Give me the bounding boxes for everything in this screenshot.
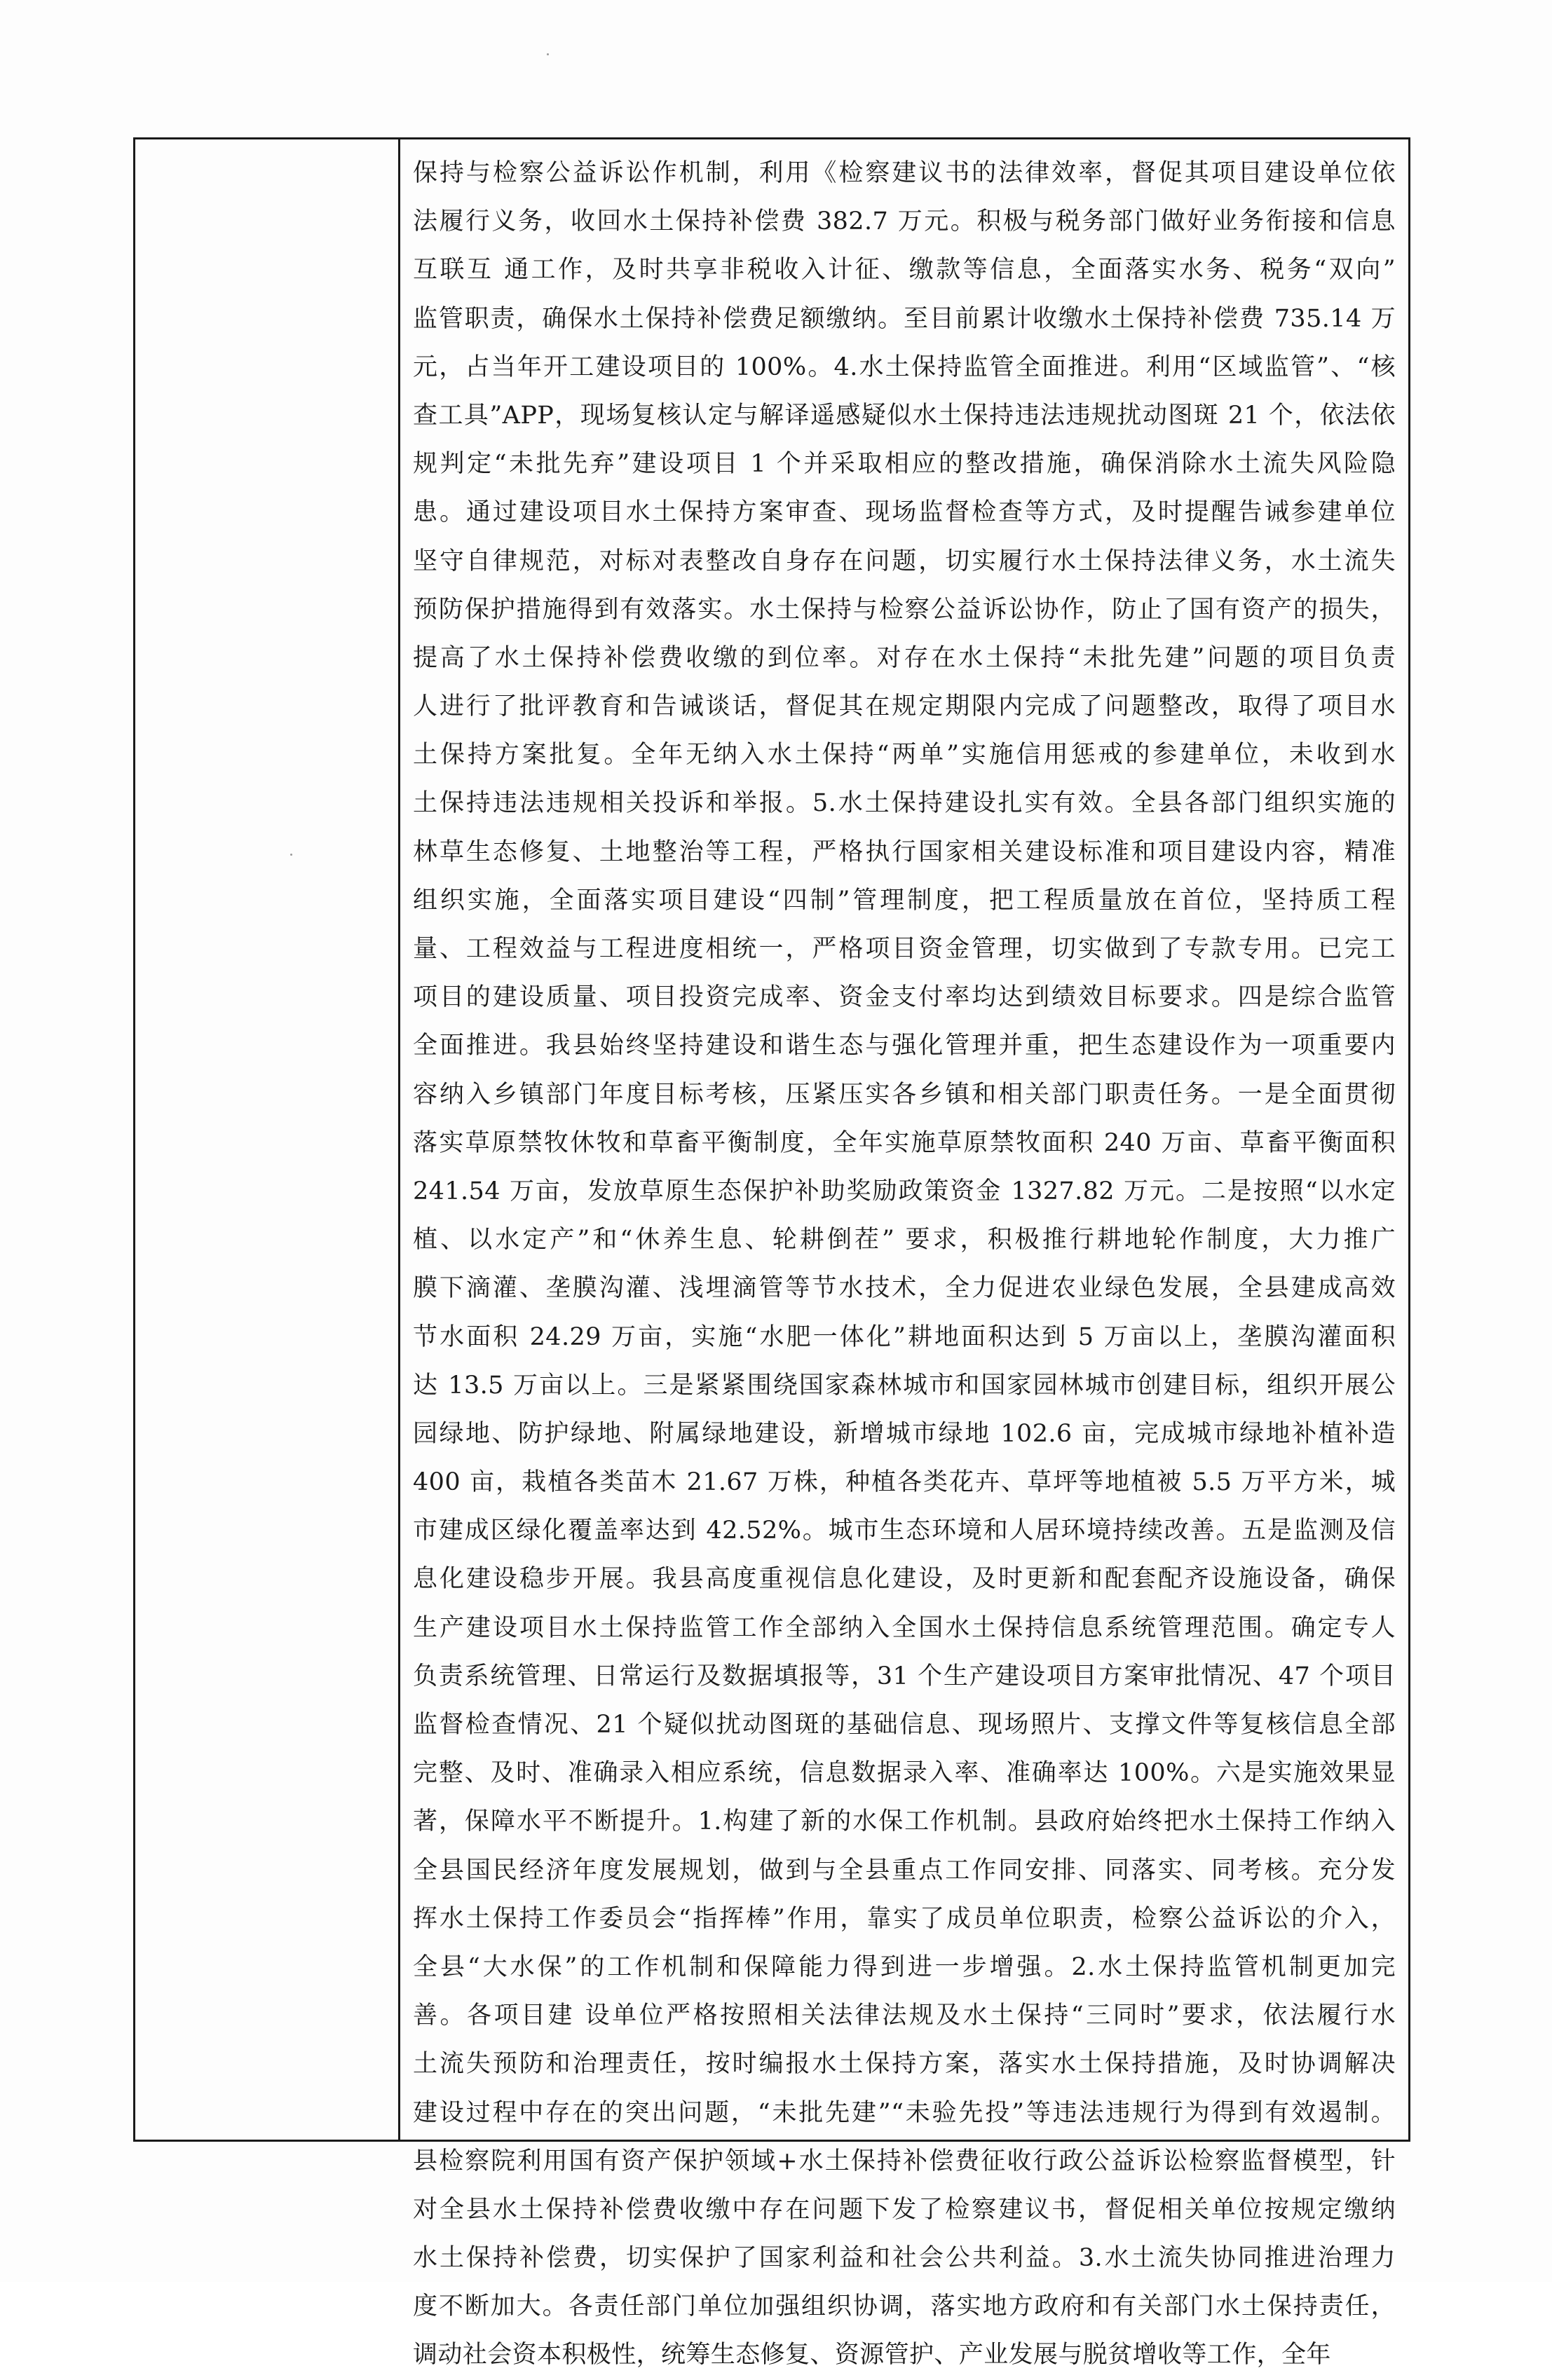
text-line: 量、工程效益与工程进度相统一，严格项目资金管理，切实做到了专款专用。已完工 — [413, 935, 1396, 963]
text-line: 规判定“未批先弃”建设项目 1 个并采取相应的整改措施，确保消除水土流失风险隐 — [413, 450, 1396, 479]
text-line: 节水面积 24.29 万亩，实施“水肥一体化”耕地面积达到 5 万亩以上，垄膜沟灌面积 — [413, 1322, 1396, 1351]
table-content-cell — [400, 139, 1408, 2369]
text-line: 全县“大水保”的工作机制和保障能力得到进一步增强。2.水土保持监管机制更加完 — [413, 1952, 1396, 1981]
text-line: 县检察院利用国有资产保护领域+水土保持补偿费征收行政公益诉讼检察监督模型，针 — [413, 2147, 1396, 2175]
text-line: 人进行了批评教育和告诫谈话，督促其在规定期限内完成了问题整改，取得了项目水 — [413, 692, 1396, 721]
text-line: 提高了水土保持补偿费收缴的到位率。对存在水土保持“未批先建”问题的项目负责 — [413, 643, 1396, 672]
text-line: 落实草原禁牧休牧和草畜平衡制度，全年实施草原禁牧面积 240 万亩、草畜平衡面积 — [413, 1128, 1396, 1157]
text-line: 法履行义务，收回水土保持补偿费 382.7 万元。积极与税务部门做好业务衔接和信息 — [413, 207, 1396, 236]
text-line: 组织实施，全面落实项目建设“四制”管理制度，把工程质量放在首位，坚持质工程 — [413, 886, 1396, 915]
text-line: 调动社会资本积极性，统筹生态修复、资源管护、产业发展与脱贫增收等工作，全年 — [413, 2341, 1331, 2369]
text-line: 建设过程中存在的突出问题，“未批先建”“未验先投”等违法违规行为得到有效遏制。 — [413, 2098, 1396, 2127]
text-line: 园绿地、防护绿地、附属绿地建设，新增城市绿地 102.6 亩，完成城市绿地补植补造 — [413, 1419, 1396, 1448]
text-line: 完整、及时、准确录入相应系统，信息数据录入率、准确率达 100%。六是实施效果显 — [413, 1759, 1396, 1788]
text-line: 监督检查情况、21 个疑似扰动图斑的基础信息、现场照片、支撑文件等复核信息全部 — [413, 1711, 1396, 1739]
text-line: 土保持违法违规相关投诉和举报。5.水土保持建设扎实有效。全县各部门组织实施的 — [413, 789, 1396, 818]
text-line: 挥水土保持工作委员会“指挥棒”作用，靠实了成员单位职责，检察公益诉讼的介入， — [413, 1904, 1396, 1933]
text-line: 水土保持补偿费，切实保护了国家利益和社会公共利益。3.水土流失协同推进治理力 — [413, 2244, 1396, 2273]
text-line: 达 13.5 万亩以上。三是紧紧围绕国家森林城市和国家园林城市创建目标，组织开展公 — [413, 1371, 1396, 1400]
text-line: 保持与检察公益诉讼作机制，利用《检察建议书的法律效率，督促其项目建设单位依 — [413, 159, 1396, 187]
text-line: 对全县水土保持补偿费收缴中存在问题下发了检察建议书，督促相关单位按规定缴纳 — [413, 2195, 1396, 2224]
text-line: 元，占当年开工建设项目的 100%。4.水土保持监管全面推进。利用“区域监管”、“核 — [413, 353, 1396, 381]
text-line: 土流失预防和治理责任，按时编报水土保持方案，落实水土保持措施，及时协调解决 — [413, 2050, 1396, 2079]
text-line: 容纳入乡镇部门年度目标考核，压紧压实各乡镇和相关部门职责任务。一是全面贯彻 — [413, 1080, 1396, 1109]
text-line: 查工具”APP，现场复核认定与解译遥感疑似水土保持违法违规扰动图斑 21 个，依法依 — [413, 401, 1396, 430]
text-line: 度不断加大。各责任部门单位加强组织协调，落实地方政府和有关部门水土保持责任， — [413, 2292, 1396, 2321]
text-line: 土保持方案批复。全年无纳入水土保持“两单”实施信用惩戒的参建单位，未收到水 — [413, 741, 1396, 770]
scan-speck — [547, 53, 549, 55]
text-line: 预防保护措施得到有效落实。水土保持与检察公益诉讼协作，防止了国有资产的损失， — [413, 595, 1396, 624]
text-line: 植、以水定产”和“休养生息、轮耕倒茬” 要求，积极推行耕地轮作制度，大力推广 — [413, 1226, 1396, 1254]
text-line: 400 亩，栽植各类苗木 21.67 万株，种植各类花卉、草坪等地植被 5.5 万平方米，城 — [413, 1468, 1396, 1497]
table-label-cell — [135, 139, 400, 2140]
text-line: 著，保障水平不断提升。1.构建了新的水保工作机制。县政府始终把水土保持工作纳入 — [413, 1807, 1396, 1836]
text-line: 监管职责，确保水土保持补偿费足额缴纳。至目前累计收缴水土保持补偿费 735.14 万 — [413, 304, 1396, 333]
text-line: 全县国民经济年度发展规划，做到与全县重点工作同安排、同落实、同考核。充分发 — [413, 1856, 1396, 1885]
text-line: 市建成区绿化覆盖率达到 42.52%。城市生态环境和人居环境持续改善。五是监测及信 — [413, 1517, 1396, 1545]
text-line: 负责系统管理、日常运行及数据填报等，31 个生产建设项目方案审批情况、47 个项目 — [413, 1662, 1396, 1690]
report-table — [133, 137, 1410, 2369]
text-line: 林草生态修复、土地整治等工程，严格执行国家相关建设标准和项目建设内容，精准 — [413, 837, 1396, 866]
text-line: 坚守自律规范，对标对表整改自身存在问题，切实履行水土保持法律义务，水土流失 — [413, 547, 1396, 575]
text-line: 善。各项目建 设单位严格按照相关法律法规及水土保持“三同时”要求，依法履行水 — [413, 2002, 1396, 2030]
text-line: 项目的建设质量、项目投资完成率、资金支付率均达到绩效目标要求。四是综合监管 — [413, 983, 1396, 1012]
text-line: 息化建设稳步开展。我县高度重视信息化建设，及时更新和配套配齐设施设备，确保 — [413, 1565, 1396, 1594]
text-line: 241.54 万亩，发放草原生态保护补助奖励政策资金 1327.82 万元。二是按照“以水定 — [413, 1177, 1396, 1205]
text-line: 患。通过建设项目水土保持方案审查、现场监督检查等方式，及时提醒告诫参建单位 — [413, 498, 1396, 527]
text-line: 互联互 通工作，及时共享非税收入计征、缴款等信息，全面落实水务、税务“双向” — [413, 256, 1396, 285]
text-line: 全面推进。我县始终坚持建设和谐生态与强化管理并重，把生态建设作为一项重要内 — [413, 1032, 1396, 1060]
text-line: 生产建设项目水土保持监管工作全部纳入全国水土保持信息系统管理范围。确定专人 — [413, 1613, 1396, 1642]
text-line: 膜下滴灌、垄膜沟灌、浅埋滴管等节水技术，全力促进农业绿色发展，全县建成高效 — [413, 1274, 1396, 1303]
body-text — [413, 149, 1396, 2380]
